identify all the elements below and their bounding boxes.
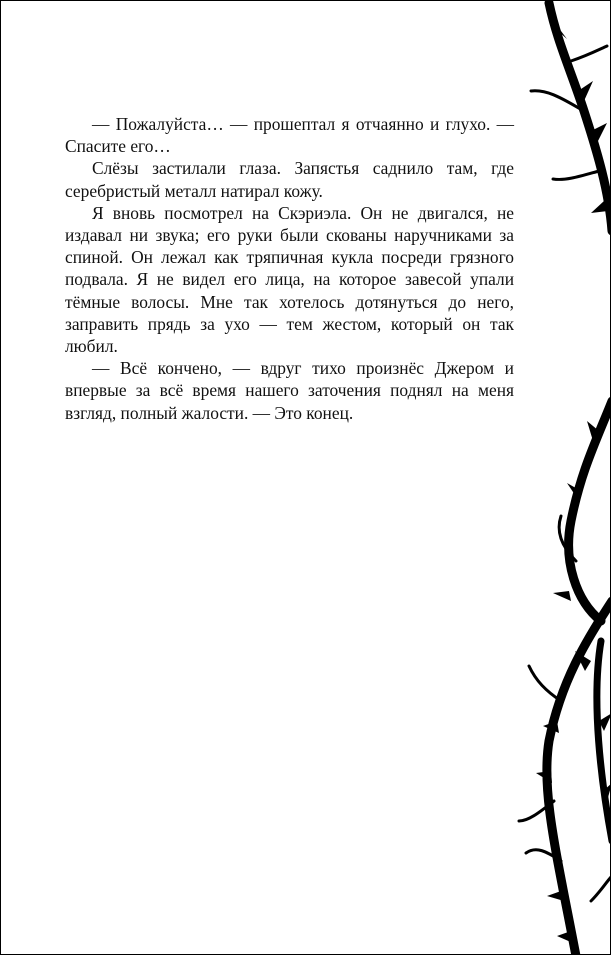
- paragraph-1: — Пожалуйста… — прошептал я отчаянно и глухо. — Спасите его…: [65, 114, 514, 157]
- paragraph-4: — Всё кончено, — вдруг тихо произнёс Джером и впервые за всё время нашего заточения поднял на меня взгляд, полный жалости. — Это конец.: [65, 358, 514, 423]
- paragraph-2: Слёзы застилали глаза. Запястья саднило там, где серебристый металл натирал кожу.: [65, 158, 514, 201]
- paragraph-3: Я вновь посмотрел на Скэриэла. Он не двигался, не издавал ни звука; его руки были скованы наручниками за спиной. Он лежал как тряпичная кукла посреди грязного подвала. Я не видел его лица, на которое завесой упали тёмные волосы. Мне так хотелось дотянуться до него, заправить прядь за ухо — тем жестом, который он так любил.: [65, 202, 514, 357]
- page-text: [65, 113, 514, 424]
